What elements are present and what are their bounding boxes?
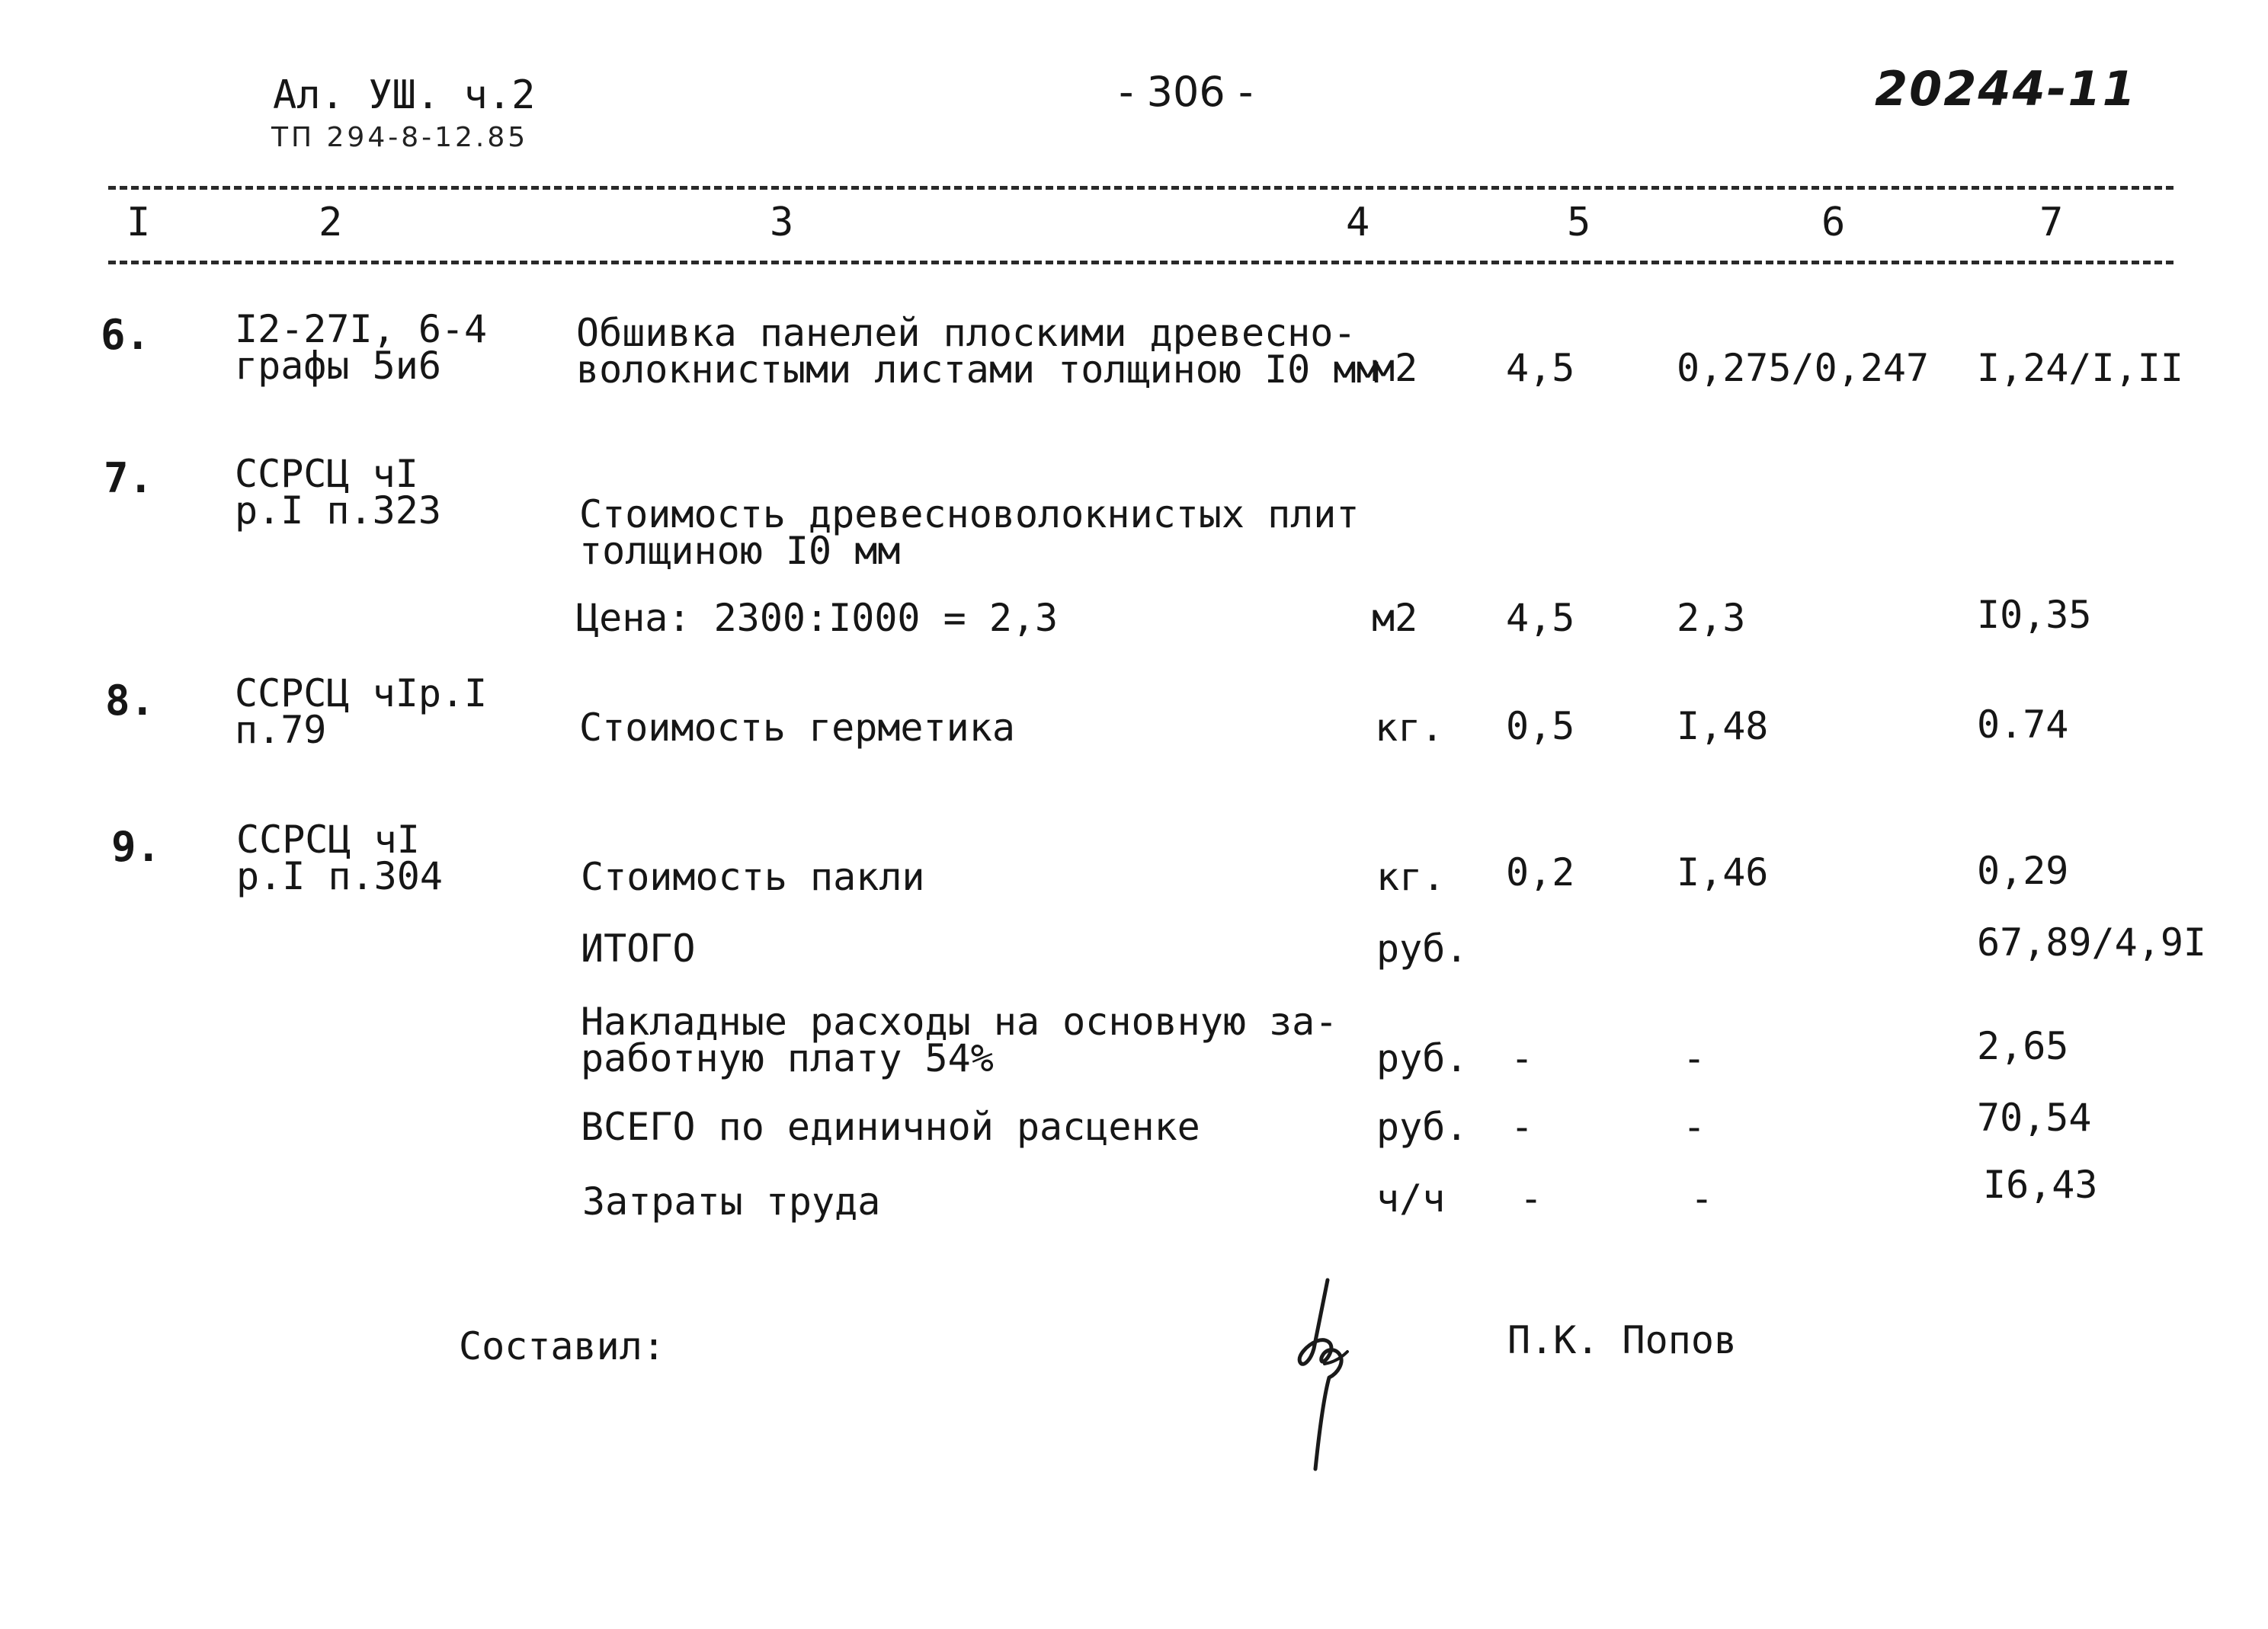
summary-total: I6,43: [1983, 1163, 2098, 1207]
summary-quantity: -: [1510, 1105, 1534, 1149]
summary-unit: руб.: [1376, 927, 1469, 971]
row-description-line: Стоимость пакли: [581, 855, 925, 899]
page-number: - 306 -: [1119, 68, 1254, 116]
summary-label: Накладные расходы на основную за-: [581, 1000, 1338, 1044]
signature: [1280, 1272, 1372, 1478]
summary-price: -: [1690, 1176, 1714, 1221]
compiled-by-label: Составил:: [459, 1324, 665, 1368]
row-price: I,46: [1677, 850, 1769, 895]
summary-total: 70,54: [1977, 1096, 2092, 1140]
row-code-line: графы 5и6: [235, 344, 441, 388]
row-total: I0,35: [1977, 593, 2092, 637]
summary-quantity: -: [1510, 1036, 1534, 1080]
row-number: 7.: [104, 454, 154, 502]
row-code-line: ССРСЦ чI: [236, 818, 420, 862]
row-quantity: 0,2: [1506, 850, 1575, 895]
summary-label: работную плату 54%: [581, 1036, 994, 1080]
row-code-line: р.I п.304: [236, 854, 443, 898]
album-reference: Ал. УШ. ч.2: [273, 72, 536, 118]
row-unit: м2: [1372, 596, 1418, 640]
summary-quantity: -: [1520, 1176, 1543, 1221]
project-code: ТП 294-8-12.85: [271, 122, 529, 153]
row-unit: кг.: [1376, 855, 1446, 899]
row-code-line: п.79: [235, 708, 327, 752]
row-description-line: толщиною I0 мм: [579, 529, 901, 573]
row-total: 0.74: [1977, 702, 2069, 747]
row-quantity: 4,5: [1506, 596, 1575, 640]
row-code-line: ССРСЦ чIр.I: [235, 671, 488, 715]
summary-total: 67,89/4,9I: [1977, 920, 2207, 965]
row-total: I,24/I,II: [1977, 346, 2183, 390]
row-price: 2,3: [1677, 596, 1746, 640]
row-quantity: 4,5: [1506, 346, 1575, 390]
column-header-6: 6: [1821, 200, 1846, 245]
row-total: 0,29: [1977, 849, 2069, 893]
summary-price: -: [1683, 1036, 1706, 1080]
summary-price: -: [1683, 1105, 1706, 1149]
header-rule-top: [108, 186, 2174, 190]
column-header-5: 5: [1567, 200, 1591, 245]
column-header-4: 4: [1346, 200, 1370, 245]
row-quantity: 0,5: [1506, 704, 1575, 748]
summary-unit: руб.: [1376, 1105, 1469, 1149]
row-unit: м2: [1372, 346, 1418, 390]
compiler-name: П.К. Попов: [1507, 1318, 1738, 1362]
row-price: 0,275/0,247: [1677, 346, 1930, 390]
row-description-line: Обшивка панелей плоскими древесно-: [576, 311, 1357, 355]
summary-label: ВСЕГО по единичной расценке: [581, 1105, 1200, 1149]
column-header-7: 7: [2039, 200, 2064, 245]
row-description-line: волокнистыми листами толщиною I0 мм: [576, 347, 1379, 392]
summary-label: ИТОГО: [581, 927, 696, 971]
header-rule-bottom: [108, 261, 2174, 264]
summary-label: Затраты труда: [582, 1179, 881, 1224]
summary-unit: руб.: [1376, 1036, 1469, 1080]
row-code-line: I2-27I, 6-4: [235, 307, 488, 351]
row-unit: кг.: [1375, 706, 1444, 750]
row-number: 6.: [101, 311, 151, 359]
row-sub-description: Цена: 2300:I000 = 2,3: [576, 596, 1059, 640]
column-header-1: I: [127, 200, 151, 245]
column-header-3: 3: [770, 200, 794, 245]
row-description-line: Стоимость герметика: [579, 706, 1015, 750]
row-code-line: р.I п.323: [235, 488, 441, 533]
column-header-2: 2: [319, 200, 343, 245]
row-number: 8.: [105, 677, 155, 725]
row-price: I,48: [1677, 704, 1769, 748]
row-code-line: ССРСЦ чI: [235, 452, 418, 496]
summary-total: 2,65: [1977, 1024, 2069, 1068]
document-number: 20244-11: [1875, 61, 2137, 117]
summary-unit: ч/ч: [1376, 1176, 1446, 1221]
row-description-line: Стоимость древесноволокнистых плит: [579, 492, 1360, 536]
row-number: 9.: [111, 823, 162, 871]
